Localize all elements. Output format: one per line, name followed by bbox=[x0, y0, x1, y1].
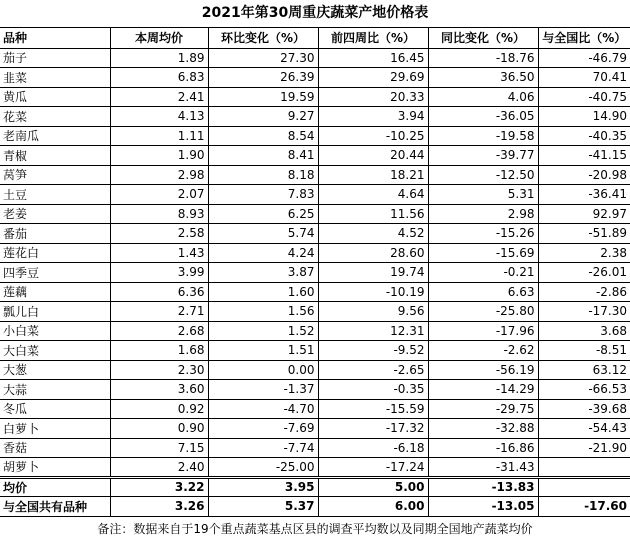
value-cell: -19.58 bbox=[428, 126, 538, 146]
value-cell: 18.21 bbox=[318, 165, 428, 185]
value-cell: -26.01 bbox=[538, 263, 630, 283]
value-cell: -0.21 bbox=[428, 263, 538, 283]
value-cell: 2.98 bbox=[428, 204, 538, 224]
value-cell: 29.69 bbox=[318, 68, 428, 88]
value-cell: -2.62 bbox=[428, 341, 538, 361]
variety-cell: 四季豆 bbox=[0, 263, 110, 283]
value-cell: -16.86 bbox=[428, 438, 538, 458]
value-cell: 3.99 bbox=[110, 263, 208, 283]
column-header: 环比变化（%） bbox=[208, 28, 318, 48]
table-row bbox=[0, 146, 630, 166]
value-cell: 4.24 bbox=[208, 243, 318, 263]
value-cell: 7.15 bbox=[110, 438, 208, 458]
value-cell: 1.68 bbox=[110, 341, 208, 361]
table-row bbox=[0, 165, 630, 185]
value-cell: -25.80 bbox=[428, 302, 538, 322]
value-cell: -40.35 bbox=[538, 126, 630, 146]
value-cell: 1.60 bbox=[208, 282, 318, 302]
value-cell: 2.41 bbox=[110, 87, 208, 107]
variety-cell: 均价 bbox=[0, 477, 110, 497]
value-cell: 3.68 bbox=[538, 321, 630, 341]
variety-cell: 与全国共有品种 bbox=[0, 497, 110, 517]
value-cell: -46.79 bbox=[538, 48, 630, 68]
variety-cell: 老南瓜 bbox=[0, 126, 110, 146]
value-cell: 28.60 bbox=[318, 243, 428, 263]
table-row bbox=[0, 204, 630, 224]
value-cell: 2.40 bbox=[110, 458, 208, 478]
table-row bbox=[0, 243, 630, 263]
value-cell: 4.52 bbox=[318, 224, 428, 244]
footnote: 备注：数据来自于19个重点蔬菜基点区县的调查平均数以及同期全国地产蔬菜均价 bbox=[97, 521, 533, 536]
value-cell: 36.50 bbox=[428, 68, 538, 88]
value-cell: 12.31 bbox=[318, 321, 428, 341]
value-cell: 8.18 bbox=[208, 165, 318, 185]
value-cell: 5.74 bbox=[208, 224, 318, 244]
variety-cell: 大蒜 bbox=[0, 380, 110, 400]
value-cell: 26.39 bbox=[208, 68, 318, 88]
value-cell: -12.50 bbox=[428, 165, 538, 185]
value-cell: 7.83 bbox=[208, 185, 318, 205]
value-cell: 8.41 bbox=[208, 146, 318, 166]
table-row bbox=[0, 438, 630, 458]
value-cell: -21.90 bbox=[538, 438, 630, 458]
value-cell: 0.92 bbox=[110, 399, 208, 419]
table-row bbox=[0, 282, 630, 302]
value-cell: 8.54 bbox=[208, 126, 318, 146]
value-cell: 2.98 bbox=[110, 165, 208, 185]
value-cell: 20.44 bbox=[318, 146, 428, 166]
value-cell: 2.30 bbox=[110, 360, 208, 380]
variety-cell: 韭菜 bbox=[0, 68, 110, 88]
value-cell: 1.51 bbox=[208, 341, 318, 361]
value-cell: -15.59 bbox=[318, 399, 428, 419]
table-row bbox=[0, 321, 630, 341]
value-cell bbox=[538, 477, 630, 497]
value-cell: 14.90 bbox=[538, 107, 630, 127]
column-header: 同比变化（%） bbox=[428, 28, 538, 48]
table-row bbox=[0, 48, 630, 68]
value-cell: 3.87 bbox=[208, 263, 318, 283]
value-cell: -54.43 bbox=[538, 419, 630, 439]
value-cell: -17.30 bbox=[538, 302, 630, 322]
column-header: 品种 bbox=[0, 28, 110, 48]
variety-cell: 大白菜 bbox=[0, 341, 110, 361]
value-cell: -4.70 bbox=[208, 399, 318, 419]
column-header: 前四周比（%） bbox=[318, 28, 428, 48]
summary-row bbox=[0, 477, 630, 497]
value-cell: -18.76 bbox=[428, 48, 538, 68]
value-cell: 3.26 bbox=[110, 497, 208, 517]
column-header: 与全国比（%） bbox=[538, 28, 630, 48]
table-row bbox=[0, 380, 630, 400]
value-cell: 1.90 bbox=[110, 146, 208, 166]
value-cell: 1.56 bbox=[208, 302, 318, 322]
value-cell: -15.69 bbox=[428, 243, 538, 263]
value-cell: 8.93 bbox=[110, 204, 208, 224]
value-cell: 2.71 bbox=[110, 302, 208, 322]
value-cell: 19.59 bbox=[208, 87, 318, 107]
value-cell: -36.05 bbox=[428, 107, 538, 127]
variety-cell: 青椒 bbox=[0, 146, 110, 166]
value-cell: -0.35 bbox=[318, 380, 428, 400]
value-cell: 3.60 bbox=[110, 380, 208, 400]
value-cell: 2.58 bbox=[110, 224, 208, 244]
table-row bbox=[0, 107, 630, 127]
value-cell: -66.53 bbox=[538, 380, 630, 400]
value-cell: -41.15 bbox=[538, 146, 630, 166]
value-cell: 6.25 bbox=[208, 204, 318, 224]
value-cell: 3.95 bbox=[208, 477, 318, 497]
value-cell: -31.43 bbox=[428, 458, 538, 478]
value-cell: -2.86 bbox=[538, 282, 630, 302]
value-cell: -39.68 bbox=[538, 399, 630, 419]
value-cell: -6.18 bbox=[318, 438, 428, 458]
variety-cell: 白萝卜 bbox=[0, 419, 110, 439]
value-cell: -2.65 bbox=[318, 360, 428, 380]
value-cell: -7.69 bbox=[208, 419, 318, 439]
value-cell: 2.38 bbox=[538, 243, 630, 263]
value-cell: 2.07 bbox=[110, 185, 208, 205]
value-cell: 6.83 bbox=[110, 68, 208, 88]
value-cell: -25.00 bbox=[208, 458, 318, 478]
value-cell: 92.97 bbox=[538, 204, 630, 224]
summary-row bbox=[0, 497, 630, 517]
table-row bbox=[0, 224, 630, 244]
value-cell: -32.88 bbox=[428, 419, 538, 439]
value-cell: 5.31 bbox=[428, 185, 538, 205]
value-cell: 4.06 bbox=[428, 87, 538, 107]
table-row bbox=[0, 419, 630, 439]
value-cell: 1.52 bbox=[208, 321, 318, 341]
value-cell: 6.00 bbox=[318, 497, 428, 517]
variety-cell: 大葱 bbox=[0, 360, 110, 380]
value-cell: -10.25 bbox=[318, 126, 428, 146]
value-cell: 0.90 bbox=[110, 419, 208, 439]
variety-cell: 老姜 bbox=[0, 204, 110, 224]
variety-cell: 小白菜 bbox=[0, 321, 110, 341]
value-cell: 4.13 bbox=[110, 107, 208, 127]
value-cell: -36.41 bbox=[538, 185, 630, 205]
value-cell: 0.00 bbox=[208, 360, 318, 380]
value-cell: -17.32 bbox=[318, 419, 428, 439]
variety-cell: 莲藕 bbox=[0, 282, 110, 302]
value-cell: -13.83 bbox=[428, 477, 538, 497]
value-cell: 3.22 bbox=[110, 477, 208, 497]
value-cell: 11.56 bbox=[318, 204, 428, 224]
value-cell: -9.52 bbox=[318, 341, 428, 361]
variety-cell: 香菇 bbox=[0, 438, 110, 458]
variety-cell: 胡萝卜 bbox=[0, 458, 110, 478]
variety-cell: 番茄 bbox=[0, 224, 110, 244]
variety-cell: 茄子 bbox=[0, 48, 110, 68]
value-cell: 1.11 bbox=[110, 126, 208, 146]
value-cell: -51.89 bbox=[538, 224, 630, 244]
value-cell: 9.56 bbox=[318, 302, 428, 322]
value-cell: 5.00 bbox=[318, 477, 428, 497]
table-row bbox=[0, 458, 630, 478]
value-cell: -14.29 bbox=[428, 380, 538, 400]
variety-cell: 瓢儿白 bbox=[0, 302, 110, 322]
table-row bbox=[0, 399, 630, 419]
value-cell: -29.75 bbox=[428, 399, 538, 419]
value-cell: 1.43 bbox=[110, 243, 208, 263]
price-table bbox=[0, 28, 630, 517]
value-cell: -10.19 bbox=[318, 282, 428, 302]
variety-cell: 土豆 bbox=[0, 185, 110, 205]
value-cell: 5.37 bbox=[208, 497, 318, 517]
header-row bbox=[0, 28, 630, 48]
value-cell: 3.94 bbox=[318, 107, 428, 127]
table-row bbox=[0, 87, 630, 107]
value-cell: -8.51 bbox=[538, 341, 630, 361]
variety-cell: 花菜 bbox=[0, 107, 110, 127]
table-row bbox=[0, 126, 630, 146]
value-cell: -17.60 bbox=[538, 497, 630, 517]
value-cell: -17.24 bbox=[318, 458, 428, 478]
variety-cell: 莴笋 bbox=[0, 165, 110, 185]
value-cell: -40.75 bbox=[538, 87, 630, 107]
value-cell: -1.37 bbox=[208, 380, 318, 400]
table-row bbox=[0, 302, 630, 322]
variety-cell: 冬瓜 bbox=[0, 399, 110, 419]
value-cell: -17.96 bbox=[428, 321, 538, 341]
value-cell: 20.33 bbox=[318, 87, 428, 107]
table-row bbox=[0, 185, 630, 205]
value-cell: 63.12 bbox=[538, 360, 630, 380]
value-cell: 6.63 bbox=[428, 282, 538, 302]
value-cell: 4.64 bbox=[318, 185, 428, 205]
value-cell: 1.89 bbox=[110, 48, 208, 68]
table-row bbox=[0, 263, 630, 283]
value-cell: -7.74 bbox=[208, 438, 318, 458]
value-cell: 70.41 bbox=[538, 68, 630, 88]
value-cell: -13.05 bbox=[428, 497, 538, 517]
table-row bbox=[0, 68, 630, 88]
table-body bbox=[0, 48, 630, 516]
value-cell bbox=[538, 458, 630, 478]
value-cell: 19.74 bbox=[318, 263, 428, 283]
column-header: 本周均价 bbox=[110, 28, 208, 48]
value-cell: -15.26 bbox=[428, 224, 538, 244]
table-row bbox=[0, 360, 630, 380]
value-cell: -20.98 bbox=[538, 165, 630, 185]
value-cell: 9.27 bbox=[208, 107, 318, 127]
variety-cell: 黄瓜 bbox=[0, 87, 110, 107]
value-cell: 16.45 bbox=[318, 48, 428, 68]
table-row bbox=[0, 341, 630, 361]
value-cell: -56.19 bbox=[428, 360, 538, 380]
value-cell: -39.77 bbox=[428, 146, 538, 166]
table-title: 2021年第30周重庆蔬菜产地价格表 bbox=[0, 0, 630, 28]
value-cell: 2.68 bbox=[110, 321, 208, 341]
value-cell: 6.36 bbox=[110, 282, 208, 302]
variety-cell: 莲花白 bbox=[0, 243, 110, 263]
value-cell: 27.30 bbox=[208, 48, 318, 68]
